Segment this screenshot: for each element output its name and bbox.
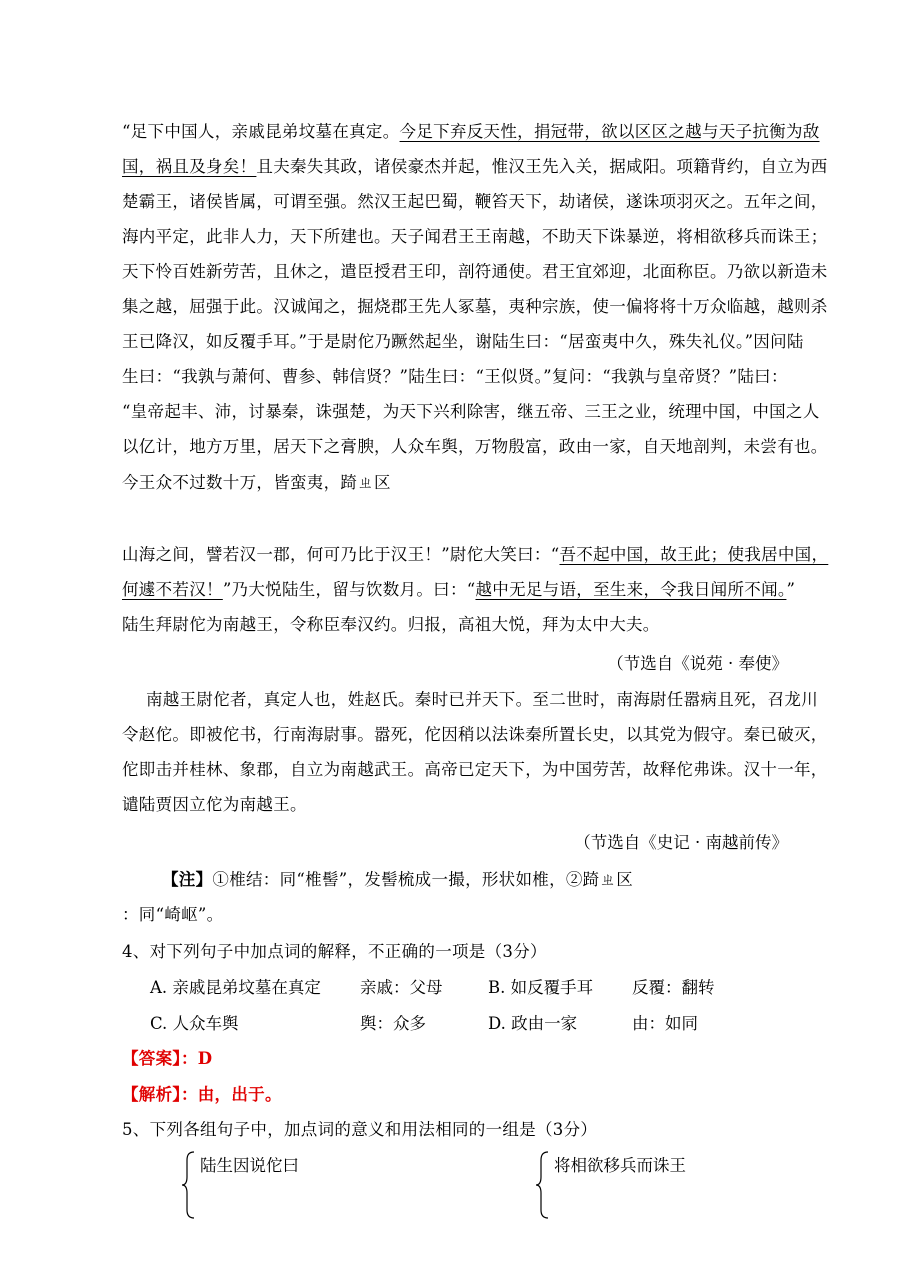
passage1-line-11: 今王众不过数十万，皆蛮夷，踦ㄓ区 — [122, 473, 391, 492]
passage2-source: （节选自《说苑 · 奉使》 — [607, 654, 788, 673]
analysis-text: ：由，出于。 — [180, 1085, 282, 1104]
q4-option-c: C. 人众车舆 — [150, 1014, 239, 1033]
underlined-sentence: 何遽不若汉！ — [122, 580, 223, 599]
q4-analysis — [122, 1085, 282, 1105]
passage1-line-10: 以亿计，地方万里，居天下之膏腴，人众车舆，万物殷富，政由一家，自天地剖判，未尝有也。 — [122, 437, 828, 456]
passage2-line-1 — [122, 545, 828, 565]
question-4-stem: 4、对下列句子中加点词的解释，不正确的一项是（3分） — [122, 942, 547, 961]
passage2-line-3: 陆生拜尉佗为南越王，令称臣奉汉约。归报，高祖大悦，拜为太中大夫。 — [122, 615, 660, 634]
answer-text: ：D — [180, 1049, 213, 1068]
passage1-line-5: 天下怜百姓新劳苦，且休之，遣臣授君王印，剖符通使。君王宜郊迎，北面称臣。乃欲以新造未 — [122, 262, 828, 281]
left-brace-icon — [180, 1150, 196, 1220]
passage3-line-3: 佗即击并桂林、象郡，自立为南越武王。高帝已定天下，为中国劳苦，故释佗弗诛。汉十一年， — [122, 760, 828, 779]
q4-option-a-gloss: 亲戚：父母 — [360, 978, 443, 997]
passage1-line-4: 海内平定，此非人力，天下所建也。天子闻君王王南越，不助天下诛暴逆，将相欲移兵而诛王； — [122, 227, 828, 246]
q4-option-a: A. 亲戚昆弟坟墓在真定 — [150, 978, 321, 997]
underlined-sentence: 吾不起中国，故王此；使我居中国， — [559, 545, 829, 564]
passage3-line-2: 令赵佗。即被佗书，行南海尉事。嚣死，佗因稍以法诛秦所置长史，以其党为假守。秦已破灭， — [122, 725, 828, 744]
passage1-line-7: 王已降汉，如反覆手耳。”于是尉佗乃蹶然起坐，谢陆生曰：“居蛮夷中久，殊失礼仪。”因问陆 — [122, 332, 804, 351]
underlined-sentence: 越中无足与语，至生来，令我日闻所不闻。 — [475, 580, 787, 599]
q4-option-c-gloss: 舆：众多 — [360, 1014, 426, 1033]
note-label: 【注】 — [162, 870, 213, 889]
passage1-line-8: 生曰：“我孰与萧何、曹参、韩信贤？”陆生曰：“王似贤。”复问：“我孰与皇帝贤？”陆曰： — [122, 367, 788, 386]
passage1-line-3: 楚霸王，诸侯皆属，可谓至强。然汉王起巴蜀，鞭笞天下，劫诸侯，遂诛项羽灭之。五年之间， — [122, 192, 828, 211]
passage1-line-2 — [122, 157, 828, 177]
q5-group-left-item: 陆生因说佗曰 — [200, 1156, 299, 1175]
q4-option-b-gloss: 反覆：翻转 — [632, 978, 715, 997]
q4-answer — [122, 1049, 212, 1069]
question-5-stem: 5、下列各组句子中，加点词的意义和用法相同的一组是（3分） — [122, 1120, 598, 1139]
right-brace-icon — [534, 1150, 550, 1220]
q4-option-d: D. 政由一家 — [488, 1014, 578, 1033]
passage1-line-1 — [122, 122, 820, 142]
q4-option-b: B. 如反覆手耳 — [488, 978, 594, 997]
note-text: ①椎结：同“椎髻”，发髻梳成一撮，形状如椎，②踦ㄓ区 — [212, 870, 634, 889]
passage2-line-2 — [122, 580, 795, 600]
text-segment: 且夫秦失其政，诸侯豪杰并起，惟汉王先入关，据咸阳。项籍背约，自立为西 — [256, 157, 828, 176]
text-segment: “足下中国人，亲戚昆弟坟墓在真定。 — [122, 122, 400, 141]
answer-label: 【答案】 — [122, 1049, 181, 1068]
passage3-line-1: 南越王尉佗者，真定人也，姓赵氏。秦时已并天下。至二世时，南海尉任嚣病且死，召龙川 — [146, 690, 818, 709]
text-segment: ”乃大悦陆生，留与饮数月。曰：“ — [222, 580, 476, 599]
passage1-line-6: 集之越，屈强于此。汉诚闻之，掘烧郡王先人冢墓，夷种宗族，使一偏将将十万众临越，越则杀 — [122, 297, 828, 316]
text-segment: 山海之间，譬若汉一郡，何可乃比于汉王！”尉佗大笑曰：“ — [122, 545, 560, 564]
note-line-1 — [162, 870, 633, 890]
underlined-sentence: 今足下弃反天性，捐冠带，欲以区区之越与天子抗衡为敌 — [399, 122, 820, 141]
underlined-sentence: 国，祸且及身矣！ — [122, 157, 257, 176]
analysis-label: 【解析】 — [122, 1085, 181, 1104]
note-line-2: ：同“崎岖”。 — [122, 905, 224, 924]
passage3-line-4: 谴陆贾因立佗为南越王。 — [122, 795, 307, 814]
text-segment: ” — [786, 580, 796, 599]
q4-option-d-gloss: 由：如同 — [632, 1014, 698, 1033]
q5-group-right-item: 将相欲移兵而诛王 — [554, 1156, 686, 1175]
passage3-source: （节选自《史记 · 南越前传》 — [574, 833, 788, 852]
passage1-line-9: “皇帝起丰、沛，讨暴秦，诛强楚，为天下兴利除害，继五帝、三王之业，统理中国，中国之人 — [122, 402, 820, 421]
